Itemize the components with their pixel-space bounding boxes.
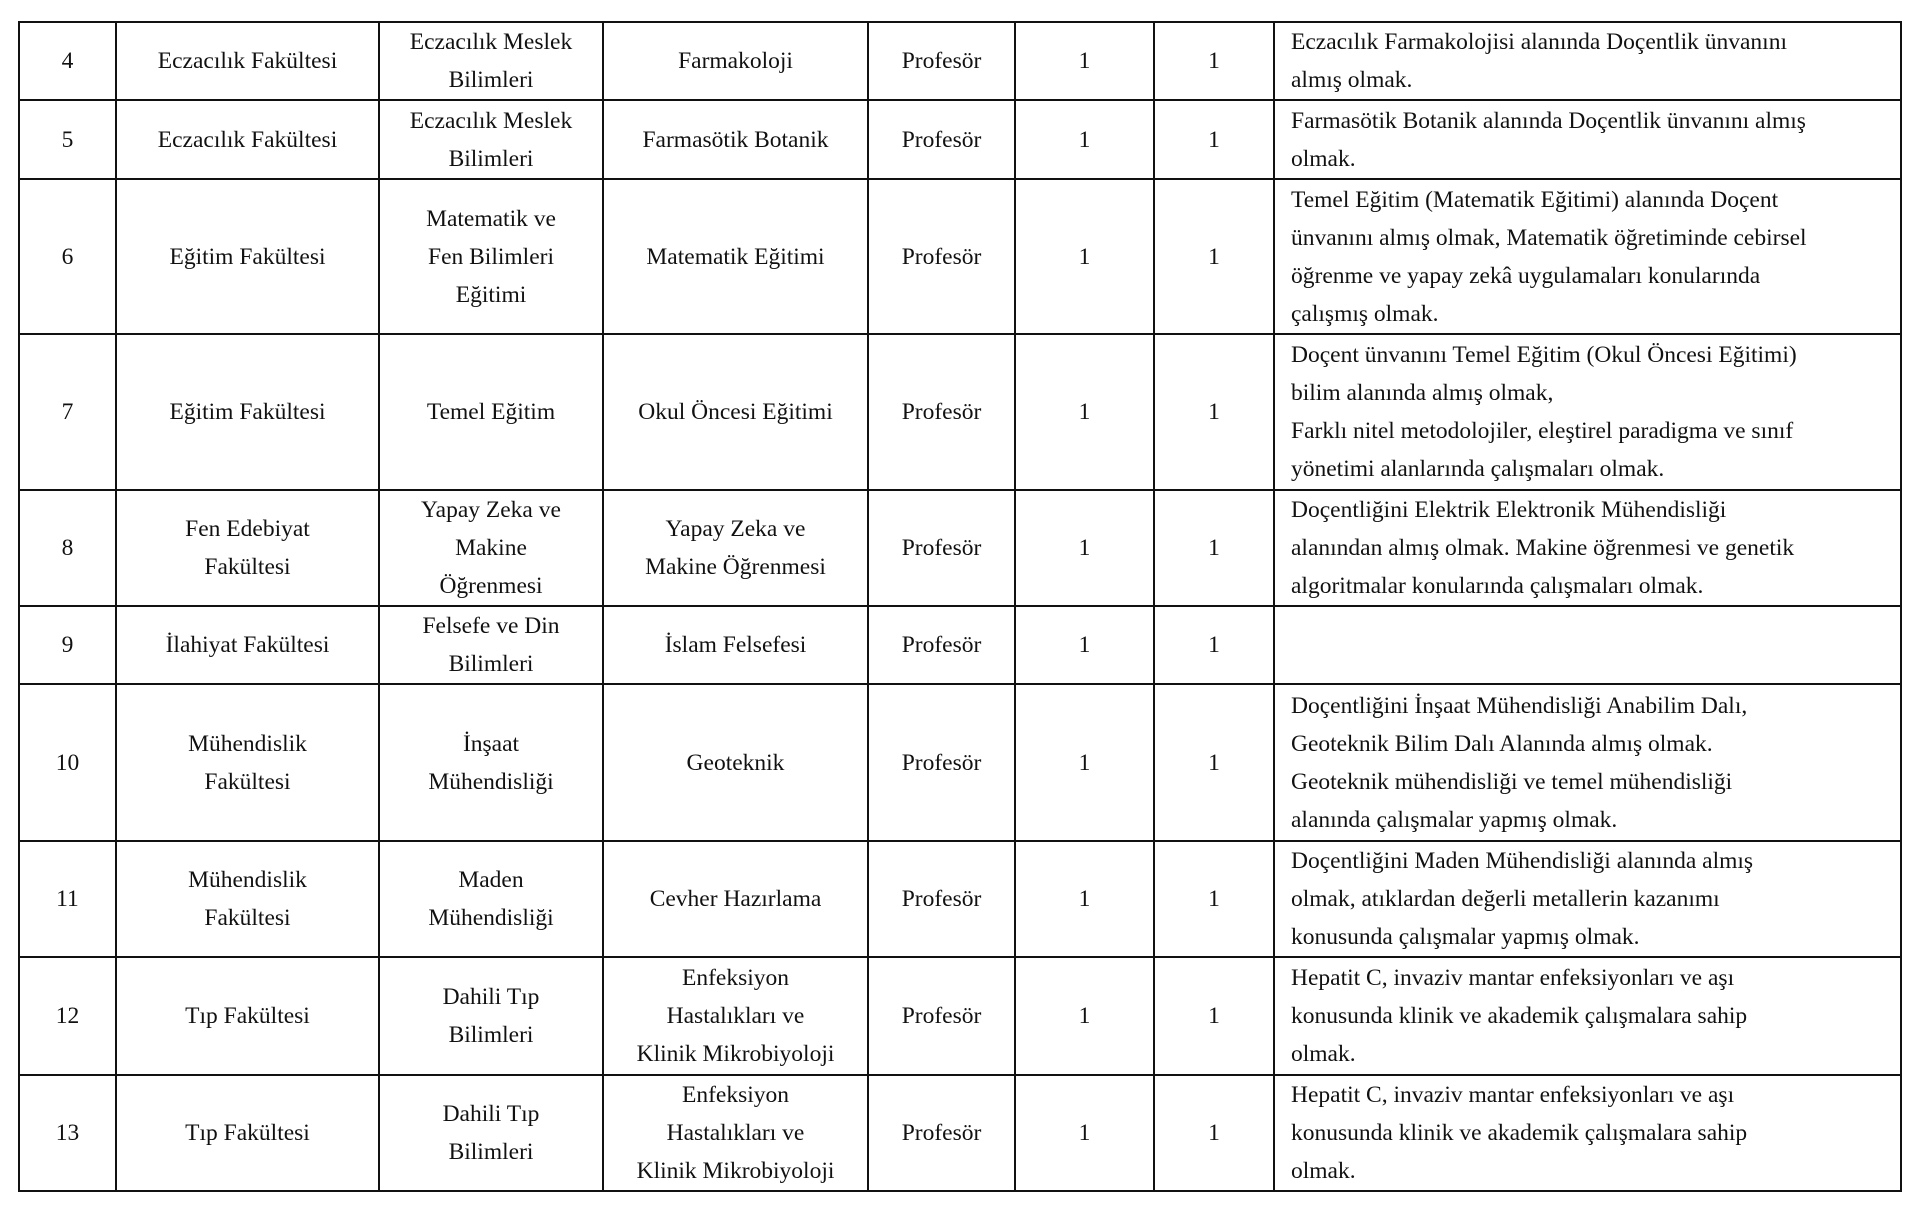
cell-faculty: Tıp Fakültesi	[116, 1075, 379, 1191]
cell-faculty: Tıp Fakültesi	[116, 957, 379, 1075]
table-row	[19, 684, 1901, 841]
cell-no: 6	[19, 179, 116, 334]
table-row	[19, 606, 1901, 684]
cell-no: 4	[19, 22, 116, 100]
table-row	[19, 841, 1901, 957]
cell-department: İnşaat Mühendisliği	[379, 684, 603, 841]
cell-title: Profesör	[868, 334, 1015, 490]
cell-degree: 1	[1154, 334, 1274, 490]
cell-count: 1	[1015, 957, 1154, 1075]
cell-requirement: Doçentliğini İnşaat Mühendisliği Anabilim Dalı, Geoteknik Bilim Dalı Alanında almış olmak. Geoteknik mühendisliği ve temel mühendisliği alanında çalışmalar yapmış olmak.	[1274, 684, 1901, 841]
cell-count: 1	[1015, 179, 1154, 334]
cell-field: Cevher Hazırlama	[603, 841, 868, 957]
cell-no: 9	[19, 606, 116, 684]
cell-no: 12	[19, 957, 116, 1075]
cell-department: Eczacılık Meslek Bilimleri	[379, 100, 603, 179]
cell-requirement	[1274, 606, 1901, 684]
cell-faculty: İlahiyat Fakültesi	[116, 606, 379, 684]
cell-degree: 1	[1154, 606, 1274, 684]
cell-field: Matematik Eğitimi	[603, 179, 868, 334]
table-row	[19, 100, 1901, 179]
cell-degree: 1	[1154, 1075, 1274, 1191]
cell-faculty: Eczacılık Fakültesi	[116, 22, 379, 100]
cell-faculty: Eğitim Fakültesi	[116, 334, 379, 490]
cell-count: 1	[1015, 606, 1154, 684]
cell-faculty: Mühendislik Fakültesi	[116, 841, 379, 957]
cell-field: Enfeksiyon Hastalıkları ve Klinik Mikrobiyoloji	[603, 957, 868, 1075]
cell-faculty: Eczacılık Fakültesi	[116, 100, 379, 179]
table-row	[19, 334, 1901, 490]
cell-requirement: Doçentliğini Maden Mühendisliği alanında almış olmak, atıklardan değerli metallerin kazanımı konusunda çalışmalar yapmış olmak.	[1274, 841, 1901, 957]
cell-title: Profesör	[868, 490, 1015, 606]
cell-requirement: Temel Eğitim (Matematik Eğitimi) alanında Doçent ünvanını almış olmak, Matematik öğretiminde cebirsel öğrenme ve yapay zekâ uygulamaları konularında çalışmış olmak.	[1274, 179, 1901, 334]
cell-no: 7	[19, 334, 116, 490]
cell-degree: 1	[1154, 957, 1274, 1075]
table-row	[19, 1075, 1901, 1191]
cell-requirement: Doçentliğini Elektrik Elektronik Mühendisliği alanından almış olmak. Makine öğrenmesi ve genetik algoritmalar konularında çalışmaları olmak.	[1274, 490, 1901, 606]
cell-no: 11	[19, 841, 116, 957]
cell-department: Matematik ve Fen Bilimleri Eğitimi	[379, 179, 603, 334]
cell-field: İslam Felsefesi	[603, 606, 868, 684]
cell-requirement: Hepatit C, invaziv mantar enfeksiyonları ve aşı konusunda klinik ve akademik çalışmalara sahip olmak.	[1274, 957, 1901, 1075]
cell-degree: 1	[1154, 22, 1274, 100]
cell-no: 10	[19, 684, 116, 841]
cell-title: Profesör	[868, 22, 1015, 100]
cell-no: 8	[19, 490, 116, 606]
cell-degree: 1	[1154, 684, 1274, 841]
cell-department: Yapay Zeka ve Makine Öğrenmesi	[379, 490, 603, 606]
cell-title: Profesör	[868, 179, 1015, 334]
cell-degree: 1	[1154, 841, 1274, 957]
cell-department: Dahili Tıp Bilimleri	[379, 1075, 603, 1191]
cell-count: 1	[1015, 490, 1154, 606]
cell-count: 1	[1015, 684, 1154, 841]
table-body	[19, 22, 1901, 1191]
cell-no: 5	[19, 100, 116, 179]
cell-count: 1	[1015, 1075, 1154, 1191]
cell-department: Temel Eğitim	[379, 334, 603, 490]
cell-degree: 1	[1154, 100, 1274, 179]
cell-count: 1	[1015, 334, 1154, 490]
cell-title: Profesör	[868, 606, 1015, 684]
cell-title: Profesör	[868, 957, 1015, 1075]
cell-field: Farmasötik Botanik	[603, 100, 868, 179]
cell-department: Maden Mühendisliği	[379, 841, 603, 957]
table-row	[19, 957, 1901, 1075]
positions-table	[18, 21, 1902, 1192]
cell-title: Profesör	[868, 841, 1015, 957]
cell-degree: 1	[1154, 179, 1274, 334]
cell-requirement: Hepatit C, invaziv mantar enfeksiyonları ve aşı konusunda klinik ve akademik çalışmalara sahip olmak.	[1274, 1075, 1901, 1191]
cell-field: Farmakoloji	[603, 22, 868, 100]
cell-faculty: Fen Edebiyat Fakültesi	[116, 490, 379, 606]
cell-degree: 1	[1154, 490, 1274, 606]
cell-count: 1	[1015, 22, 1154, 100]
cell-field: Geoteknik	[603, 684, 868, 841]
cell-faculty: Eğitim Fakültesi	[116, 179, 379, 334]
cell-count: 1	[1015, 841, 1154, 957]
table-row	[19, 490, 1901, 606]
cell-faculty: Mühendislik Fakültesi	[116, 684, 379, 841]
cell-field: Enfeksiyon Hastalıkları ve Klinik Mikrobiyoloji	[603, 1075, 868, 1191]
cell-title: Profesör	[868, 1075, 1015, 1191]
cell-no: 13	[19, 1075, 116, 1191]
cell-field: Okul Öncesi Eğitimi	[603, 334, 868, 490]
cell-requirement: Farmasötik Botanik alanında Doçentlik ünvanını almış olmak.	[1274, 100, 1901, 179]
cell-title: Profesör	[868, 684, 1015, 841]
cell-title: Profesör	[868, 100, 1015, 179]
cell-department: Felsefe ve Din Bilimleri	[379, 606, 603, 684]
cell-requirement: Doçent ünvanını Temel Eğitim (Okul Öncesi Eğitimi) bilim alanında almış olmak, Farklı nitel metodolojiler, eleştirel paradigma ve sınıf yönetimi alanlarında çalışmaları olmak.	[1274, 334, 1901, 490]
cell-field: Yapay Zeka ve Makine Öğrenmesi	[603, 490, 868, 606]
table-row	[19, 179, 1901, 334]
cell-department: Eczacılık Meslek Bilimleri	[379, 22, 603, 100]
table-row	[19, 22, 1901, 100]
cell-department: Dahili Tıp Bilimleri	[379, 957, 603, 1075]
cell-requirement: Eczacılık Farmakolojisi alanında Doçentlik ünvanını almış olmak.	[1274, 22, 1901, 100]
cell-count: 1	[1015, 100, 1154, 179]
